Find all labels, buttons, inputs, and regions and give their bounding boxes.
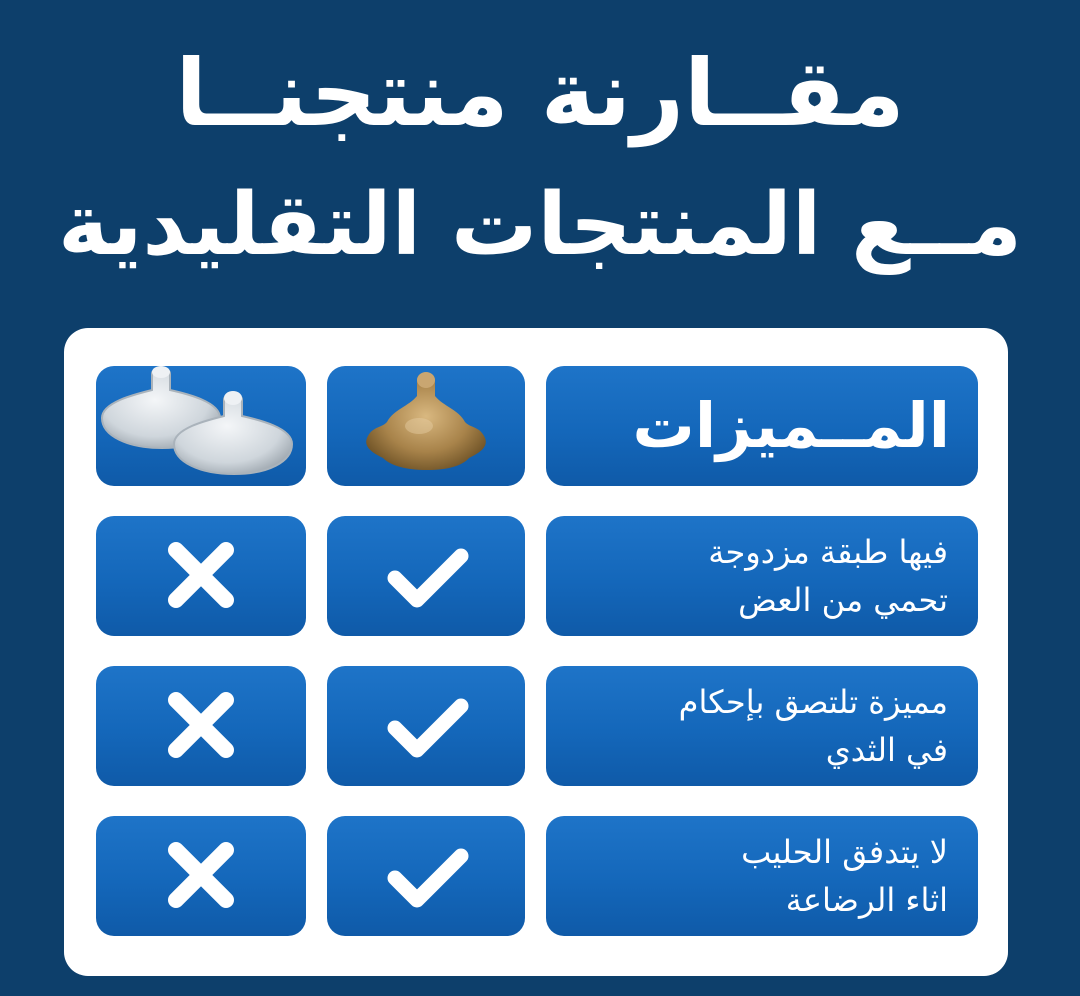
header-feature-cell — [546, 366, 978, 486]
header-our-product-cell — [327, 366, 525, 486]
feature-3-line-1: لا يتدفق الحليب — [741, 833, 948, 871]
features-heading: المــميزات — [632, 389, 950, 462]
check-icon — [327, 666, 525, 786]
traditional-product-cell-2 — [96, 666, 306, 786]
cross-icon — [96, 516, 306, 636]
traditional-product-cell-1 — [96, 516, 306, 636]
amber-nipple-shield-image — [327, 366, 525, 486]
feature-cell-3 — [546, 816, 978, 936]
feature-cell-2 — [546, 666, 978, 786]
our-product-cell-1 — [327, 516, 525, 636]
feature-2-line-2: في الثدي — [825, 731, 948, 769]
header-traditional-product-cell — [96, 366, 306, 486]
traditional-product-cell-3 — [96, 816, 306, 936]
cross-icon — [96, 816, 306, 936]
feature-text-1 — [558, 528, 948, 624]
feature-text-3 — [558, 828, 948, 924]
cross-icon — [96, 666, 306, 786]
clear-nipple-shields-image — [96, 366, 306, 486]
feature-3-line-2: اثاء الرضاعة — [785, 881, 948, 919]
our-product-cell-2 — [327, 666, 525, 786]
feature-cell-1 — [546, 516, 978, 636]
feature-2-line-1: مميزة تلتصق بإحكام — [678, 683, 948, 721]
feature-text-2 — [558, 678, 948, 774]
feature-1-line-2: تحمي من العض — [738, 581, 948, 619]
our-product-cell-3 — [327, 816, 525, 936]
comparison-table — [64, 328, 1008, 976]
title-line-2: مــع المنتجات التقليدية — [57, 175, 1023, 275]
check-icon — [327, 516, 525, 636]
check-icon — [327, 816, 525, 936]
feature-1-line-1: فيها طبقة مزدوجة — [708, 533, 948, 571]
title-line-1: مقــارنة منتجنــا — [175, 40, 905, 147]
